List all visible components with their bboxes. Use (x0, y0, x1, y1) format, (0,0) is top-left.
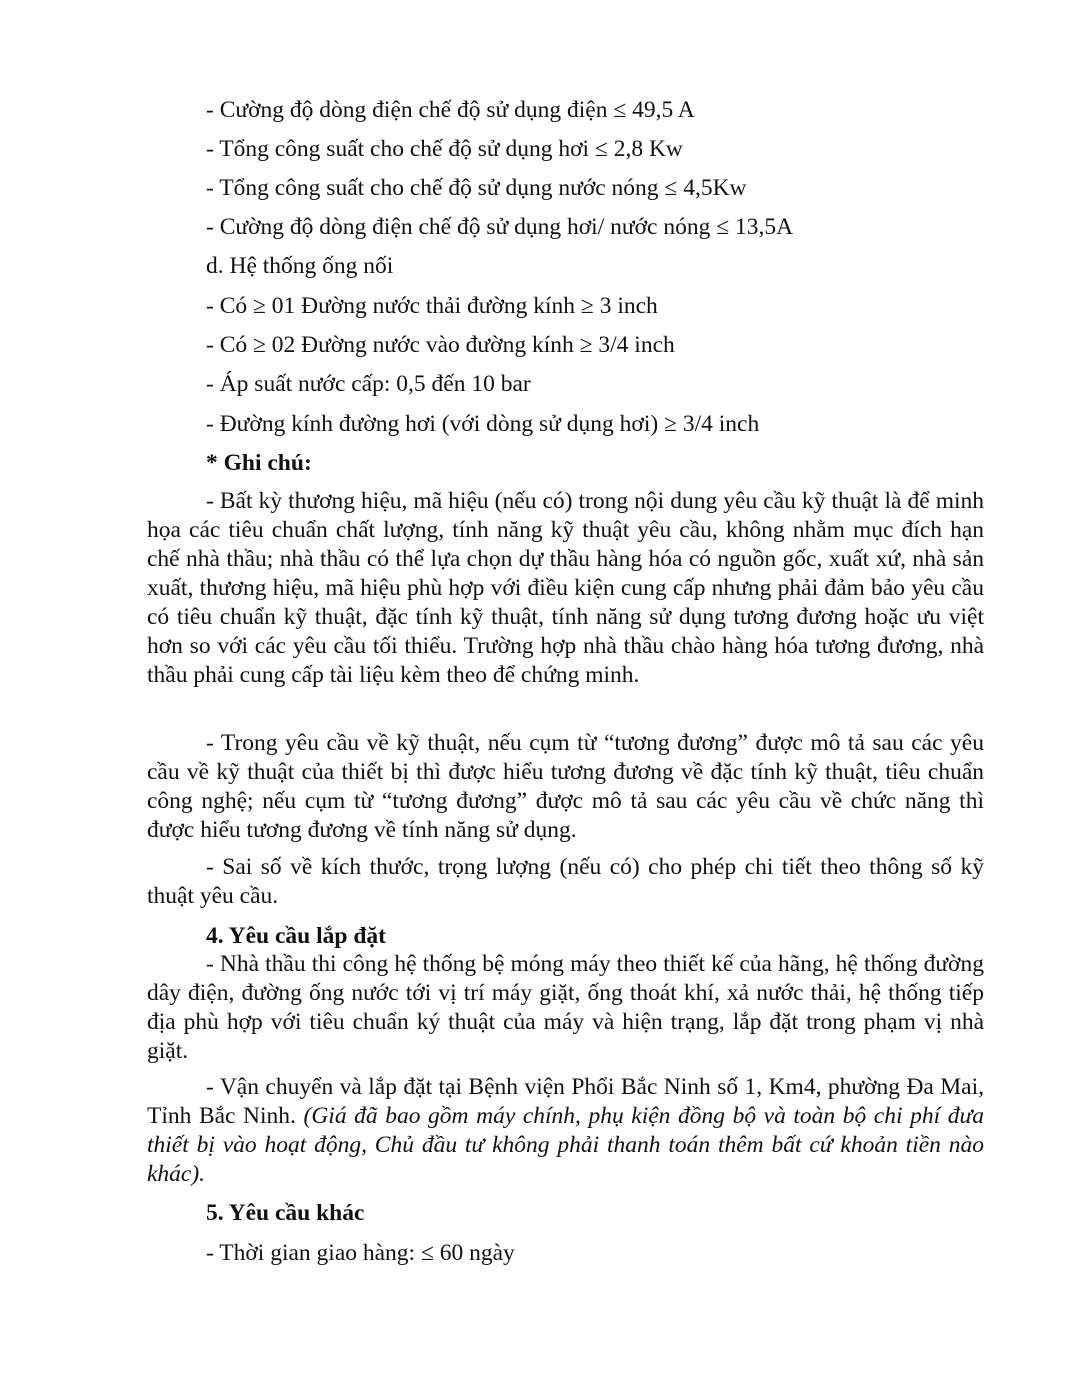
electrical-line-3: - Tổng công suất cho chế độ sử dụng nước nóng ≤ 4,5Kw (206, 175, 747, 201)
piping-line-2: - Có ≥ 02 Đường nước vào đường kính ≥ 3/4 inch (206, 332, 675, 358)
installation-location-text: - Vận chuyển và lắp đặt tại Bệnh viện Phổi Bắc Ninh số 1, Km4, phường Đa Mai, Tỉnh Bắc Ninh. (147, 1074, 984, 1129)
piping-heading: d. Hệ thống ống nối (206, 253, 394, 279)
note-paragraph-1 (147, 487, 984, 690)
note-paragraph-1-text: - Bất kỳ thương hiệu, mã hiệu (nếu có) trong nội dung yêu cầu kỹ thuật là để minh họa các tiêu chuẩn chất lượng, tính năng kỹ thuật yêu cầu, không nhằm mục đích hạn chế nhà thầu; nhà thầu có thể lựa chọn dự thầu hàng hóa có nguồn gốc, xuất xứ, nhà sản xuất, thương hiệu, mã hiệu phù hợp với điều kiện cung cấp nhưng phải đảm bảo yêu cầu có tiêu chuẩn kỹ thuật, đặc tính kỹ thuật, tính năng sử dụng tương đương hoặc ưu việt hơn so với các yêu cầu tối thiểu. Trường hợp nhà thầu chào hàng hóa tương đương, nhà thầu phải cung cấp tài liệu kèm theo để chứng minh. (147, 488, 984, 688)
note-paragraph-2 (147, 729, 984, 845)
piping-line-3: - Áp suất nước cấp: 0,5 đến 10 bar (206, 371, 531, 397)
installation-heading: 4. Yêu cầu lắp đặt (206, 923, 386, 949)
installation-paragraph-1-text: - Nhà thầu thi công hệ thống bệ móng máy theo thiết kế của hãng, hệ thống đường dây điện, đường ống nước tới vị trí máy giặt, ống thoát khí, xả nước thải, hệ thống tiếp địa phù hợp với tiêu chuẩn ký thuật của máy và hiện trạng, lắp đặt trong phạm vị nhà giặt. (147, 951, 984, 1064)
installation-paragraph-1 (147, 950, 984, 1066)
installation-paragraph-2-text (147, 1073, 984, 1189)
note-paragraph-3 (147, 853, 984, 911)
delivery-time-line: - Thời gian giao hàng: ≤ 60 ngày (206, 1240, 515, 1266)
piping-line-4: - Đường kính đường hơi (với dòng sử dụng hơi) ≥ 3/4 inch (206, 411, 760, 437)
installation-price-note: (Giá đã bao gồm máy chính, phụ kiện đồng bộ và toàn bộ chi phí đưa thiết bị vào hoạt động, Chủ đầu tư không phải thanh toán thêm bất cứ khoản tiền nào khác). (147, 1103, 985, 1187)
note-paragraph-2-text: - Trong yêu cầu về kỹ thuật, nếu cụm từ “tương đương” được mô tả sau các yêu cầu về kỹ thuật của thiết bị thì được hiểu tương đương về đặc tính kỹ thuật, tiêu chuẩn công nghệ; nếu cụm từ “tương đương” được mô tả sau các yêu cầu về chức năng thì được hiểu tương đương về tính năng sử dụng. (147, 730, 984, 843)
electrical-line-2: - Tổng công suất cho chế độ sử dụng hơi ≤ 2,8 Kw (206, 136, 683, 162)
electrical-line-4: - Cường độ dòng điện chế độ sử dụng hơi/ nước nóng ≤ 13,5A (206, 214, 794, 240)
note-paragraph-3-text: - Sai số về kích thước, trọng lượng (nếu có) cho phép chi tiết theo thông số kỹ thuật yêu cầu. (147, 854, 984, 909)
piping-line-1: - Có ≥ 01 Đường nước thải đường kính ≥ 3 inch (206, 293, 658, 319)
installation-paragraph-2 (147, 1073, 984, 1189)
note-heading: * Ghi chú: (206, 450, 312, 476)
electrical-line-1: - Cường độ dòng điện chế độ sử dụng điện ≤ 49,5 A (206, 97, 695, 123)
other-heading: 5. Yêu cầu khác (206, 1200, 365, 1226)
